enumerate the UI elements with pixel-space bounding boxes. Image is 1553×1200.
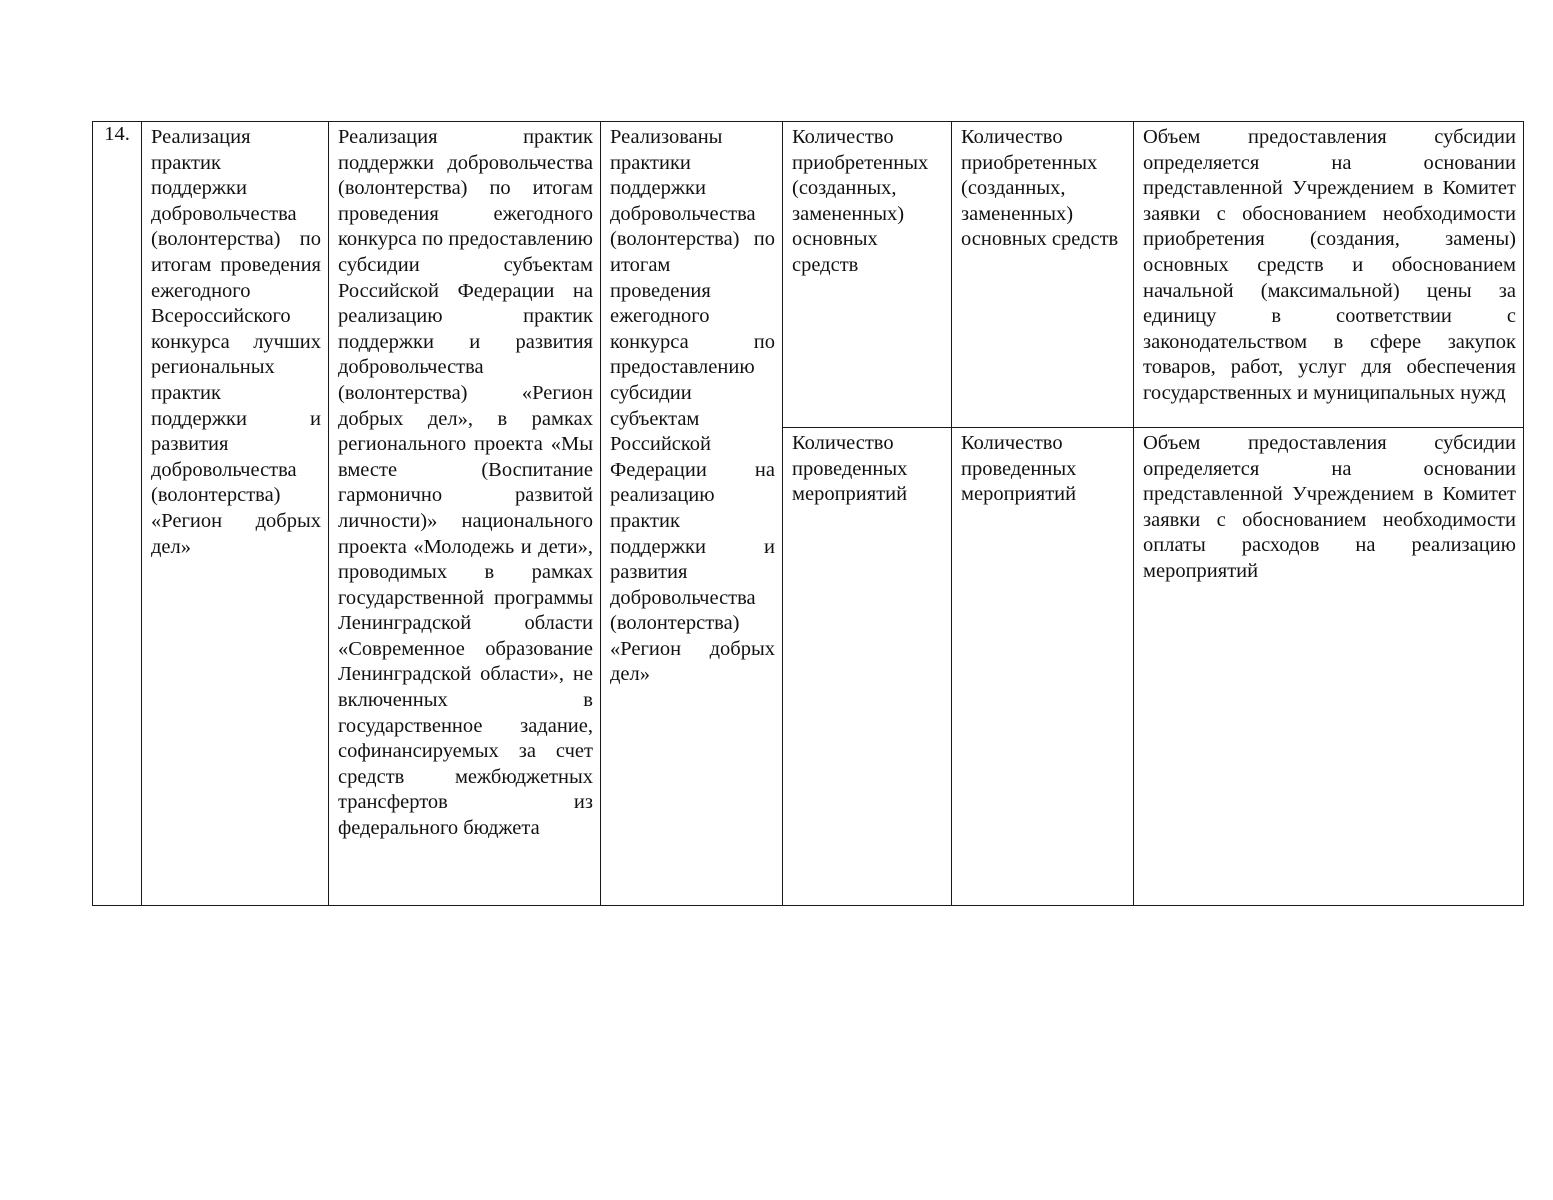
event-name: Реализация практик поддержки добровольчества (волонтерства) по итогам проведения ежегодного Всероссийского конкурса лучших региональных практик поддержки и развития добровольчества (волонтерства) «Регион добрых дел» <box>151 126 321 558</box>
event-result: Реализованы практики поддержки добровольчества (волонтерства) по итогам проведения ежегодного конкурса по предоставлению субсидии субъектам Российской Федерации на реализацию практик поддержки и развития добровольчества (волонтерства) «Регион добрых дел» <box>610 126 775 686</box>
unit-text: Количество проведенных мероприятий <box>961 432 1077 506</box>
row-number: 14. <box>104 123 130 145</box>
event-name-cell <box>142 122 329 906</box>
unit-cell-2 <box>952 428 1134 906</box>
indicator-cell-1 <box>783 122 952 428</box>
indicator-text: Количество приобретенных (созданных, замененных) основных средств <box>792 126 929 276</box>
justification-cell-2 <box>1134 428 1524 906</box>
justification-cell-1 <box>1134 122 1524 428</box>
result-cell <box>601 122 783 906</box>
description-cell <box>329 122 601 906</box>
table-row-14 <box>93 122 1524 428</box>
event-description: Реализация практик поддержки добровольчества (волонтерства) по итогам проведения ежегодного конкурса по предоставлению субсидии субъектам Российской Федерации на реализацию практик поддержки и развития добровольчества (волонтерства) «Регион добрых дел», в рамках регионального проекта «Мы вместе (Воспитание гармонично развитой личности)» национального проекта «Молодежь и дети», проводимых в рамках государственной программы Ленинградской области «Современное образование Ленинградской области», не включенных в государственное задание, софинансируемых за счет средств межбюджетных трансфертов из федерального бюджета <box>338 126 593 840</box>
unit-text: Количество приобретенных (созданных, замененных) основных средств <box>961 126 1119 251</box>
indicator-text: Количество проведенных мероприятий <box>792 432 908 506</box>
activities-table <box>92 121 1524 906</box>
justification-text: Объем предоставления субсидии определяется на основании представленной Учреждением в Комитет заявки с обоснованием необходимости приобретения (создания, замены) основных средств и обоснованием начальной (максимальной) цены за единицу в соответствии с законодательством в сфере закупок товаров, работ, услуг для обеспечения государственных и муниципальных нужд <box>1143 126 1516 404</box>
unit-cell-1 <box>952 122 1134 428</box>
row-number-cell <box>93 122 142 906</box>
justification-text: Объем предоставления субсидии определяется на основании представленной Учреждением в Комитет заявки с обоснованием необходимости оплаты расходов на реализацию мероприятий <box>1143 432 1516 582</box>
indicator-cell-2 <box>783 428 952 906</box>
